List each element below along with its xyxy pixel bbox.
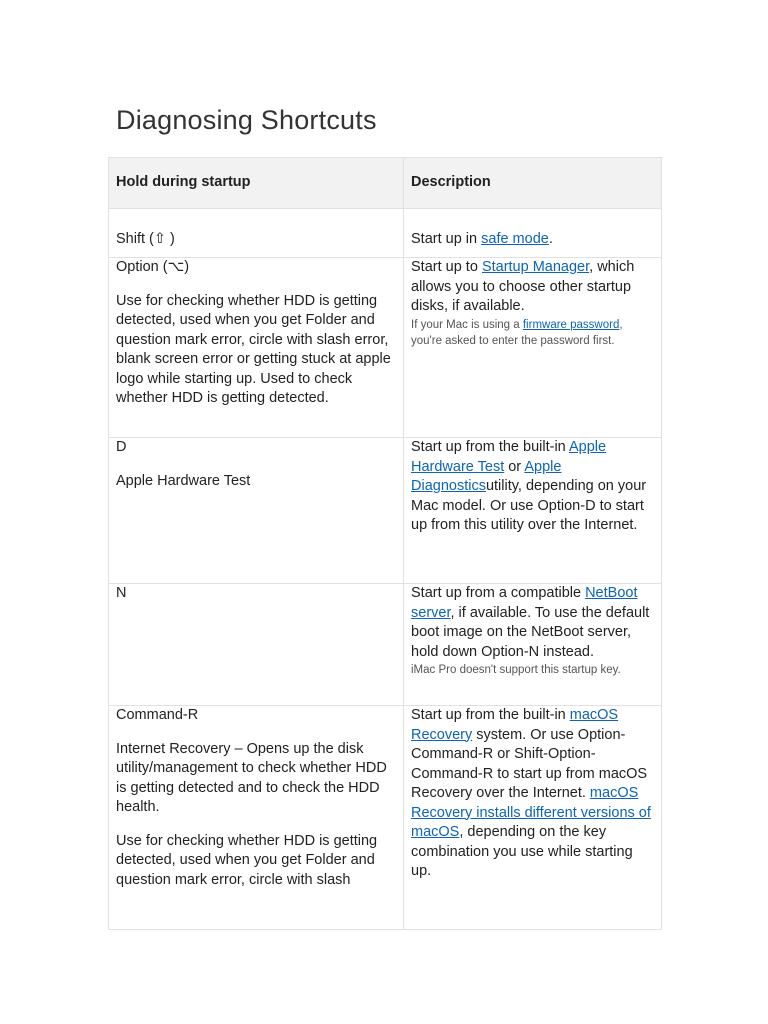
table-row <box>109 706 662 930</box>
shortcut-key-cell <box>109 209 404 258</box>
table-row <box>109 258 662 438</box>
column-header-hold: Hold during startup <box>109 158 404 209</box>
table-row <box>109 584 662 706</box>
shortcut-description-cell <box>404 209 662 258</box>
shortcut-usage-note: Internet Recovery – Opens up the disk utility/management to check whether HDD is getting detected and to check the HDD health. <box>116 740 387 815</box>
shortcut-usage-note: Apple Hardware Test <box>116 472 251 489</box>
shortcut-description-cell <box>404 584 662 706</box>
shortcut-key: Option (⌥) <box>116 259 190 275</box>
shortcut-key-cell <box>109 438 404 584</box>
shortcut-description-cell <box>404 438 662 584</box>
shortcut-key: D <box>116 439 127 455</box>
shortcut-description: Start up from the built-in Apple Hardware Test or Apple Diagnosticsutility, depending on your Mac model. Or use Option-D to start up from this utility over the Internet. <box>411 439 647 533</box>
column-header-description: Description <box>404 158 662 209</box>
netboot-server-link[interactable]: NetBoot server <box>411 585 638 621</box>
shortcut-usage-note: Use for checking whether HDD is getting detected, used when you get Folder and question mark error, circle with slash error, blank screen error or getting stuck at apple logo while starting up. Used to check whether HDD is getting detected. <box>116 292 391 406</box>
startup-manager-link[interactable]: Startup Manager <box>481 259 590 275</box>
imac-pro-note: iMac Pro doesn't support this startup key. <box>411 664 621 676</box>
shortcut-key: Shift (⇧ ) <box>116 231 175 247</box>
table-row <box>109 209 662 258</box>
table-row <box>109 438 662 584</box>
shortcut-key-cell <box>109 584 404 706</box>
firmware-password-link[interactable]: firmware password <box>522 318 620 331</box>
shortcut-description: Start up in safe mode. <box>411 231 553 247</box>
firmware-password-note: If your Mac is using a firmware password, you're asked to enter the password first. <box>411 318 623 347</box>
shortcut-key: Command-R <box>116 707 199 723</box>
shortcuts-table <box>108 157 662 930</box>
apple-diagnostics-link[interactable]: Apple Diagnostics <box>411 458 562 494</box>
shortcut-description: Start up to Startup Manager, which allows you to choose other startup disks, if available. <box>411 259 635 314</box>
shortcut-key-cell <box>109 258 404 438</box>
shortcut-description: Start up from a compatible NetBoot server, if available. To use the default boot image on the NetBoot server, hold down Option-N instead. <box>411 585 650 660</box>
page-title: Diagnosing Shortcuts <box>116 105 377 135</box>
shortcut-description-cell <box>404 258 662 438</box>
table-header-row <box>109 158 662 209</box>
shortcut-key-cell <box>109 706 404 930</box>
apple-hardware-test-link[interactable]: Apple Hardware Test <box>411 439 607 475</box>
macos-recovery-link[interactable]: macOS Recovery <box>411 707 619 743</box>
shortcut-description-cell <box>404 706 662 930</box>
safe-mode-link[interactable]: safe mode <box>481 231 549 247</box>
shortcut-usage-note: Use for checking whether HDD is getting detected, used when you get Folder and question mark error, circle with slash <box>116 832 378 888</box>
macos-recovery-versions-link[interactable]: macOS Recovery installs different versions of macOS <box>411 785 651 840</box>
shortcut-key: N <box>116 585 127 601</box>
shortcut-description: Start up from the built-in macOS Recovery system. Or use Option-Command-R or Shift-Option-Command-R to start up from macOS Recovery over the Internet. macOS Recovery installs different versions of macOS, depending on the key combination you use while starting up. <box>411 707 651 879</box>
